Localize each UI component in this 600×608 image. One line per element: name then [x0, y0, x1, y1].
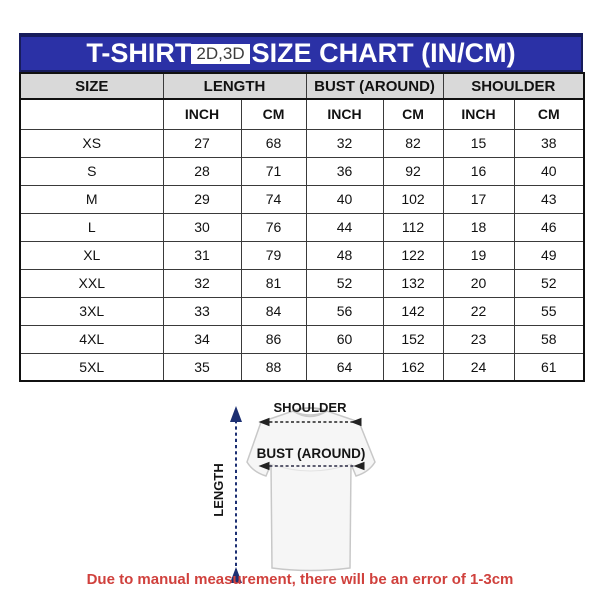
- value-cell: 43: [514, 185, 584, 213]
- col-header-length: LENGTH: [163, 73, 306, 99]
- size-cell: L: [20, 213, 163, 241]
- value-cell: 64: [306, 353, 383, 381]
- table-row: [20, 185, 584, 213]
- value-cell: 32: [306, 129, 383, 157]
- table-row: [20, 325, 584, 353]
- measurement-note: Due to manual measurement, there will be an error of 1-3cm: [86, 571, 514, 588]
- value-cell: 38: [514, 129, 584, 157]
- value-cell: 17: [443, 185, 514, 213]
- col-header-shoulder: SHOULDER: [443, 73, 584, 99]
- value-cell: 79: [241, 241, 306, 269]
- table-units-row: [20, 99, 584, 129]
- size-cell: XL: [20, 241, 163, 269]
- value-cell: 35: [163, 353, 241, 381]
- value-cell: 24: [443, 353, 514, 381]
- value-cell: 49: [514, 241, 584, 269]
- unit-header: CM: [514, 99, 584, 129]
- title-banner: [19, 33, 583, 72]
- value-cell: 152: [383, 325, 443, 353]
- value-cell: 40: [306, 185, 383, 213]
- value-cell: 142: [383, 297, 443, 325]
- table-row: [20, 157, 584, 185]
- value-cell: 58: [514, 325, 584, 353]
- value-cell: 33: [163, 297, 241, 325]
- length-label: LENGTH: [211, 463, 226, 517]
- value-cell: 52: [306, 269, 383, 297]
- value-cell: 20: [443, 269, 514, 297]
- table-group-header-row: [20, 73, 584, 99]
- value-cell: 74: [241, 185, 306, 213]
- size-cell: 4XL: [20, 325, 163, 353]
- value-cell: 56: [306, 297, 383, 325]
- size-cell: 5XL: [20, 353, 163, 381]
- unit-header: INCH: [443, 99, 514, 129]
- value-cell: 81: [241, 269, 306, 297]
- size-cell: XXL: [20, 269, 163, 297]
- table-row: [20, 241, 584, 269]
- value-cell: 48: [306, 241, 383, 269]
- value-cell: 16: [443, 157, 514, 185]
- value-cell: 102: [383, 185, 443, 213]
- table-row: [20, 129, 584, 157]
- value-cell: 28: [163, 157, 241, 185]
- tshirt-graphic: [247, 408, 375, 571]
- value-cell: 86: [241, 325, 306, 353]
- value-cell: 88: [241, 353, 306, 381]
- size-table: [19, 72, 585, 382]
- size-cell: XS: [20, 129, 163, 157]
- value-cell: 132: [383, 269, 443, 297]
- value-cell: 29: [163, 185, 241, 213]
- value-cell: 40: [514, 157, 584, 185]
- value-cell: 82: [383, 129, 443, 157]
- value-cell: 27: [163, 129, 241, 157]
- unit-header: INCH: [306, 99, 383, 129]
- value-cell: 61: [514, 353, 584, 381]
- shoulder-label: SHOULDER: [273, 400, 347, 415]
- value-cell: 92: [383, 157, 443, 185]
- table-row: [20, 213, 584, 241]
- value-cell: 84: [241, 297, 306, 325]
- value-cell: 55: [514, 297, 584, 325]
- unit-header: CM: [241, 99, 306, 129]
- unit-header: CM: [383, 99, 443, 129]
- value-cell: 15: [443, 129, 514, 157]
- value-cell: 22: [443, 297, 514, 325]
- table-row: [20, 269, 584, 297]
- bust-label: BUST (AROUND): [256, 446, 366, 461]
- col-header-bust: BUST (AROUND): [306, 73, 443, 99]
- dimension-badge: 2D,3D: [191, 44, 249, 64]
- size-cell: M: [20, 185, 163, 213]
- value-cell: 34: [163, 325, 241, 353]
- value-cell: 68: [241, 129, 306, 157]
- size-cell: S: [20, 157, 163, 185]
- table-row: [20, 353, 584, 381]
- tshirt-measurement-diagram: [198, 392, 392, 584]
- title-right: SIZE CHART (IN/CM): [251, 38, 516, 68]
- value-cell: 60: [306, 325, 383, 353]
- title-left: T-SHIRT: [86, 38, 192, 68]
- value-cell: 31: [163, 241, 241, 269]
- value-cell: 44: [306, 213, 383, 241]
- size-cell: 3XL: [20, 297, 163, 325]
- unit-header: INCH: [163, 99, 241, 129]
- empty-corner-cell: [20, 99, 163, 129]
- value-cell: 52: [514, 269, 584, 297]
- value-cell: 71: [241, 157, 306, 185]
- value-cell: 19: [443, 241, 514, 269]
- value-cell: 122: [383, 241, 443, 269]
- value-cell: 18: [443, 213, 514, 241]
- value-cell: 112: [383, 213, 443, 241]
- value-cell: 76: [241, 213, 306, 241]
- table-row: [20, 297, 584, 325]
- value-cell: 36: [306, 157, 383, 185]
- value-cell: 162: [383, 353, 443, 381]
- value-cell: 32: [163, 269, 241, 297]
- value-cell: 46: [514, 213, 584, 241]
- value-cell: 30: [163, 213, 241, 241]
- col-header-size: SIZE: [20, 73, 163, 99]
- value-cell: 23: [443, 325, 514, 353]
